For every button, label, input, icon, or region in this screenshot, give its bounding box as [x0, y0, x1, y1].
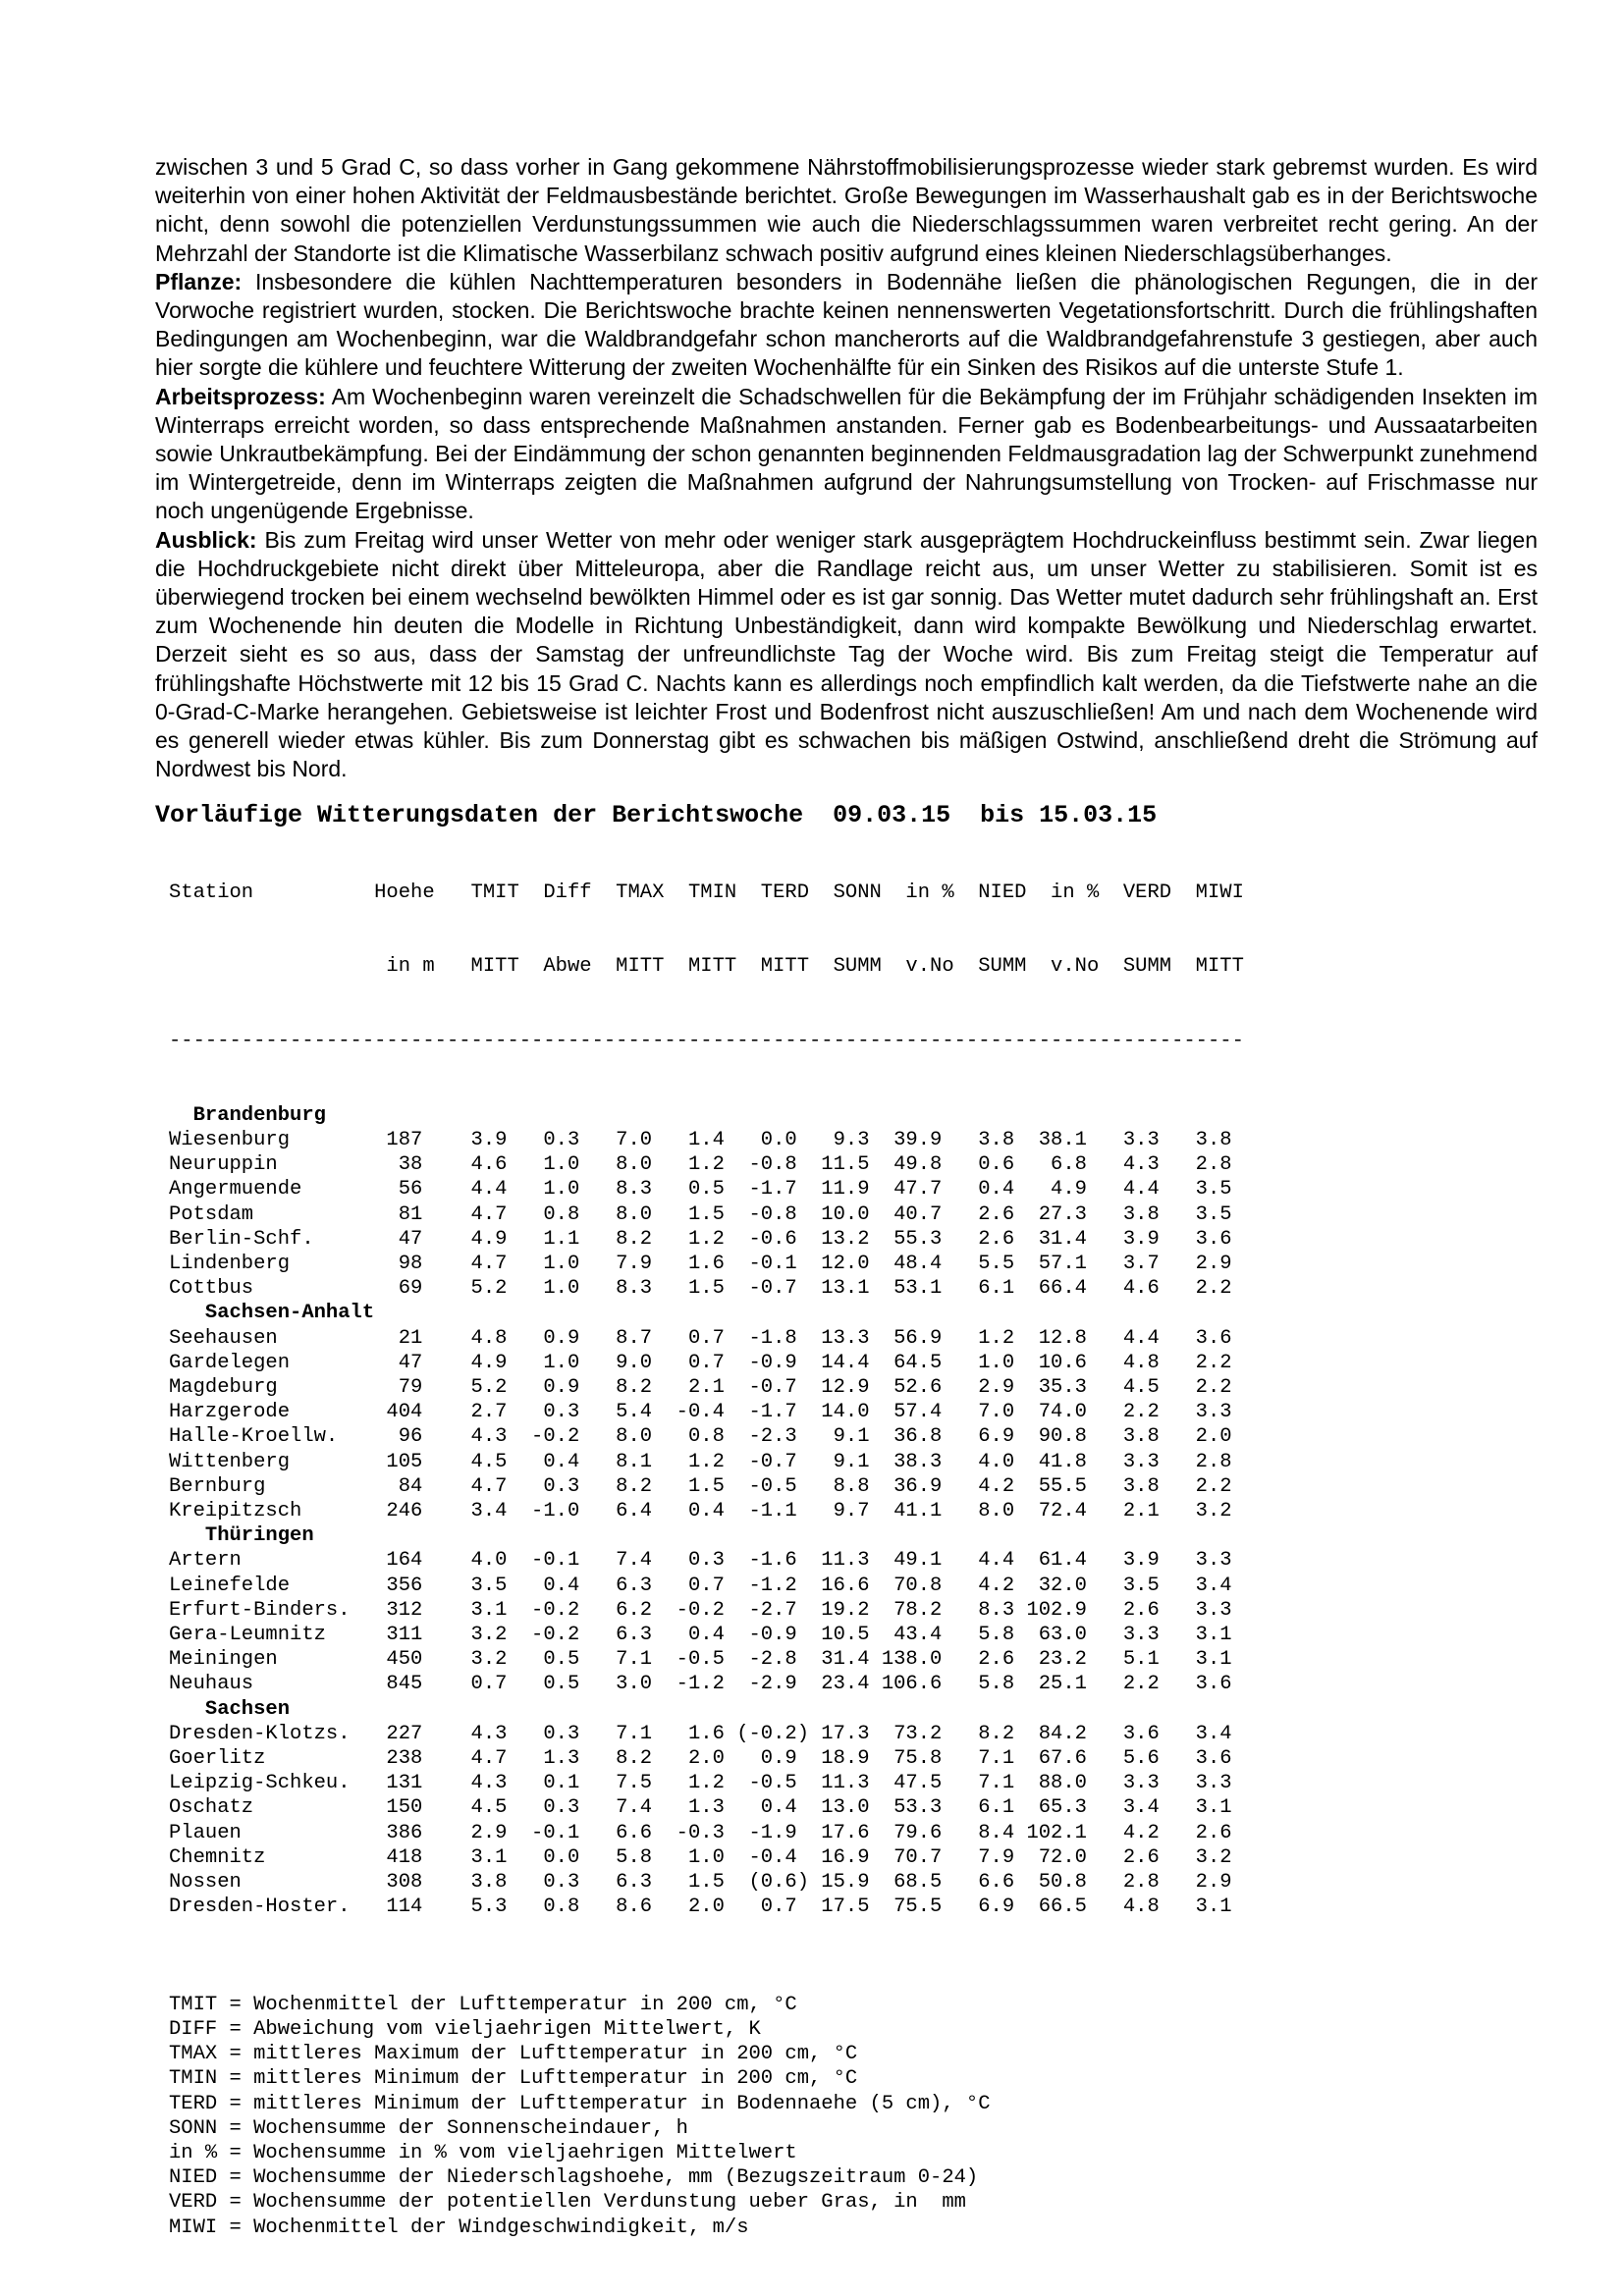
table-row: Dresden-Klotzs. 227 4.3 0.3 7.1 1.6 (-0.2) 17.3 73.2 8.2 84.2 3.6 3.4 [169, 1722, 1232, 1745]
table-row: Plauen 386 2.9 -0.1 6.6 -0.3 -1.9 17.6 79.6 8.4 102.1 4.2 2.6 [169, 1821, 1232, 1844]
legend-item: NIED = Wochensumme der Niederschlagshoehe, mm (Bezugszeitraum 0-24) [169, 2166, 979, 2190]
legend-item: in % = Wochensumme in % vom vieljaehrigen Mittelwert [169, 2142, 797, 2165]
paragraph-soil [155, 153, 1538, 268]
paragraph-body: zwischen 3 und 5 Grad C, so dass vorher in Gang gekommene Nährstoffmobilisierungsprozesse wieder stark gebremst wurden. Es wird weiterhin von einer hohen Aktivität der Feldmausbestände berichtet. Große Bewegungen im Wasserhaushalt gab es in der Berichtswoche nicht, denn sowohl die potenziellen Verdunstungssummen wie auch die Niederschlagssummen waren verbreitet recht gering. An der Mehrzahl der Standorte ist die Klimatische Wasserbilanz schwach positiv aufgrund eines kleinen Niederschlagsüberhanges. [155, 154, 1538, 266]
document-page [155, 153, 1538, 2240]
report-text [155, 153, 1538, 783]
legend-item: VERD = Wochensumme der potentiellen Verdunstung ueber Gras, in mm [169, 2191, 966, 2215]
table-header-row: Station Hoehe TMIT Diff TMAX TMIN TERD SONN in % NIED in % VERD MIWI [169, 881, 1244, 904]
table-row: Leipzig-Schkeu. 131 4.3 0.1 7.5 1.2 -0.5 11.3 47.5 7.1 88.0 3.3 3.3 [169, 1772, 1232, 1795]
table-row: Cottbus 69 5.2 1.0 8.3 1.5 -0.7 13.1 53.1 6.1 66.4 4.6 2.2 [169, 1277, 1232, 1301]
paragraph-plant [155, 268, 1538, 383]
table-row: Berlin-Schf. 47 4.9 1.1 8.2 1.2 -0.6 13.2 55.3 2.6 31.4 3.9 3.6 [169, 1227, 1232, 1251]
table-title: Vorläufige Witterungsdaten der Berichtswoche 09.03.15 bis 15.03.15 [155, 801, 1158, 830]
table-row: Harzgerode 404 2.7 0.3 5.4 -0.4 -1.7 14.0 57.4 7.0 74.0 2.2 3.3 [169, 1401, 1232, 1424]
table-row: Erfurt-Binders. 312 3.1 -0.2 6.2 -0.2 -2.7 19.2 78.2 8.3 102.9 2.6 3.3 [169, 1598, 1232, 1622]
table-row: Angermuende 56 4.4 1.0 8.3 0.5 -1.7 11.9 47.7 0.4 4.9 4.4 3.5 [169, 1178, 1232, 1201]
paragraph-work [155, 383, 1538, 526]
table-body [169, 1103, 1538, 1920]
table-row: Neuruppin 38 4.6 1.0 8.0 1.2 -0.8 11.5 49.8 0.6 6.8 4.3 2.8 [169, 1153, 1232, 1177]
table-row: Potsdam 81 4.7 0.8 8.0 1.5 -0.8 10.0 40.7 2.6 27.3 3.8 3.5 [169, 1202, 1232, 1226]
table-row: Gardelegen 47 4.9 1.0 9.0 0.7 -0.9 14.4 64.5 1.0 10.6 4.8 2.2 [169, 1351, 1232, 1374]
legend-item: MIWI = Wochenmittel der Windgeschwindigkeit, m/s [169, 2216, 749, 2239]
table-rule: ----------------------------------------------------------------------------------------- [169, 1030, 1244, 1053]
table-row: Magdeburg 79 5.2 0.9 8.2 2.1 -0.7 12.9 52.6 2.9 35.3 4.5 2.2 [169, 1375, 1232, 1399]
table-row: Wiesenburg 187 3.9 0.3 7.0 1.4 0.0 9.3 39.9 3.8 38.1 3.3 3.8 [169, 1128, 1232, 1151]
paragraph-body: Insbesondere die kühlen Nachttemperaturen besonders in Bodennähe ließen die phänologischen Regungen, die in der Vorwoche registriert wurden, stocken. Die Berichtswoche brachte keinen nennenswerten Vegetationsfortschritt. Durch die frühlingshaften Bedingungen am Wochenbeginn, war die Waldbrandgefahr schon mancherorts auf die Waldbrandgefahrenstufe 3 gestiegen, aber auch hier sorgte die kühlere und feuchtere Witterung der zweiten Wochenhälfte für ein Sinken des Risikos auf die unterste Stufe 1. [155, 268, 1538, 381]
table-row: Neuhaus 845 0.7 0.5 3.0 -1.2 -2.9 23.4 106.6 5.8 25.1 2.2 3.6 [169, 1673, 1232, 1696]
legend-item: TMIN = mittleres Minimum der Lufttemperatur in 200 cm, °C [169, 2067, 858, 2091]
legend-item: TMIT = Wochenmittel der Lufttemperatur in 200 cm, °C [169, 1993, 797, 2016]
region-heading: Brandenburg [169, 1103, 326, 1127]
legend-item: DIFF = Abweichung vom vieljaehrigen Mittelwert, K [169, 2018, 761, 2042]
legend [169, 1993, 1538, 2240]
table-row: Bernburg 84 4.7 0.3 8.2 1.5 -0.5 8.8 36.9 4.2 55.5 3.8 2.2 [169, 1474, 1232, 1498]
region-heading: Thüringen [169, 1524, 314, 1548]
legend-item: TMAX = mittleres Maximum der Lufttemperatur in 200 cm, °C [169, 2043, 858, 2066]
region-heading: Sachsen [169, 1697, 291, 1721]
table-row: Kreipitzsch 246 3.4 -1.0 6.4 0.4 -1.1 9.7 41.1 8.0 72.4 2.1 3.2 [169, 1499, 1232, 1522]
weather-data-table [169, 830, 1538, 1968]
paragraph-heading: Ausblick: [155, 526, 257, 553]
table-row: Chemnitz 418 3.1 0.0 5.8 1.0 -0.4 16.9 70.7 7.9 72.0 2.6 3.2 [169, 1845, 1232, 1869]
table-row: Oschatz 150 4.5 0.3 7.4 1.3 0.4 13.0 53.3 6.1 65.3 3.4 3.1 [169, 1796, 1232, 1820]
paragraph-heading: Arbeitsprozess: [155, 383, 326, 409]
paragraph-outlook [155, 526, 1538, 784]
table-row: Halle-Kroellw. 96 4.3 -0.2 8.0 0.8 -2.3 9.1 36.8 6.9 90.8 3.8 2.0 [169, 1425, 1232, 1449]
paragraph-body: Am Wochenbeginn waren vereinzelt die Schadschwellen für die Bekämpfung der im Frühjahr schädigenden Insekten im Winterraps erreicht worden, so dass entsprechende Maßnahmen anstanden. Ferner gab es Bodenbearbeitungs- und Aussaatarbeiten sowie Unkrautbekämpfung. Bei der Eindämmung der schon genannten beginnenden Feldmausgradation lag der Schwerpunkt zunehmend im Wintergetreide, denn im Winterraps zeigten die Maßnahmen aufgrund der Nahrungsumstellung von Trocken- auf Frischmasse nur noch ungenügende Ergebnisse. [155, 383, 1538, 524]
legend-item: SONN = Wochensumme der Sonnenscheindauer, h [169, 2116, 688, 2140]
table-row: Lindenberg 98 4.7 1.0 7.9 1.6 -0.1 12.0 48.4 5.5 57.1 3.7 2.9 [169, 1252, 1232, 1275]
table-row: Gera-Leumnitz 311 3.2 -0.2 6.3 0.4 -0.9 10.5 43.4 5.8 63.0 3.3 3.1 [169, 1623, 1232, 1646]
region-heading: Sachsen-Anhalt [169, 1302, 375, 1325]
table-row: Artern 164 4.0 -0.1 7.4 0.3 -1.6 11.3 49.1 4.4 61.4 3.9 3.3 [169, 1549, 1232, 1573]
table-row: Dresden-Hoster. 114 5.3 0.8 8.6 2.0 0.7 17.5 75.5 6.9 66.5 4.8 3.1 [169, 1896, 1232, 1919]
table-row: Nossen 308 3.8 0.3 6.3 1.5 (0.6) 15.9 68.5 6.6 50.8 2.8 2.9 [169, 1871, 1232, 1894]
table-row: Goerlitz 238 4.7 1.3 8.2 2.0 0.9 18.9 75.8 7.1 67.6 5.6 3.6 [169, 1746, 1232, 1770]
table-row: Meiningen 450 3.2 0.5 7.1 -0.5 -2.8 31.4 138.0 2.6 23.2 5.1 3.1 [169, 1648, 1232, 1672]
table-row: Wittenberg 105 4.5 0.4 8.1 1.2 -0.7 9.1 38.3 4.0 41.8 3.3 2.8 [169, 1450, 1232, 1473]
legend-item: TERD = mittleres Minimum der Lufttemperatur in Bodennaehe (5 cm), °C [169, 2092, 991, 2115]
paragraph-body: Bis zum Freitag wird unser Wetter von mehr oder weniger stark ausgeprägtem Hochdruckeinfluss bestimmt sein. Zwar liegen die Hochdruckgebiete nicht direkt über Mitteleuropa, aber die Randlage reicht aus, um unser Wetter zu stabilisieren. Somit ist es überwiegend trocken bei einem wechselnd bewölkten Himmel oder es ist gar sonnig. Das Wetter mutet dadurch sehr frühlingshaft an. Erst zum Wochenende hin deuten die Modelle in Richtung Unbeständigkeit, dann wird kompakte Bewölkung und Niederschlag erwartet. Derzeit sieht es so aus, dass der Samstag der unfreundlichste Tag der Woche wird. Bis zum Freitag steigt die Temperatur auf frühlingshafte Höchstwerte mit 12 bis 15 Grad C. Nachts kann es allerdings noch empfindlich kalt werden, da die Tiefstwerte nahe an die 0-Grad-C-Marke herangehen. Gebietsweise ist leichter Frost und Bodenfrost nicht auszuschließen! Am und nach dem Wochenende wird es generell wieder etwas kühler. Bis zum Donnerstag gibt es schwachen bis mäßigen Ostwind, anschließend dreht die Strömung auf Nordwest bis Nord. [155, 526, 1538, 782]
table-row: Seehausen 21 4.8 0.9 8.7 0.7 -1.8 13.3 56.9 1.2 12.8 4.4 3.6 [169, 1326, 1232, 1350]
table-header-row: in m MITT Abwe MITT MITT MITT SUMM v.No SUMM v.No SUMM MITT [169, 955, 1244, 979]
table-row: Leinefelde 356 3.5 0.4 6.3 0.7 -1.2 16.6 70.8 4.2 32.0 3.5 3.4 [169, 1574, 1232, 1597]
paragraph-heading: Pflanze: [155, 268, 243, 294]
